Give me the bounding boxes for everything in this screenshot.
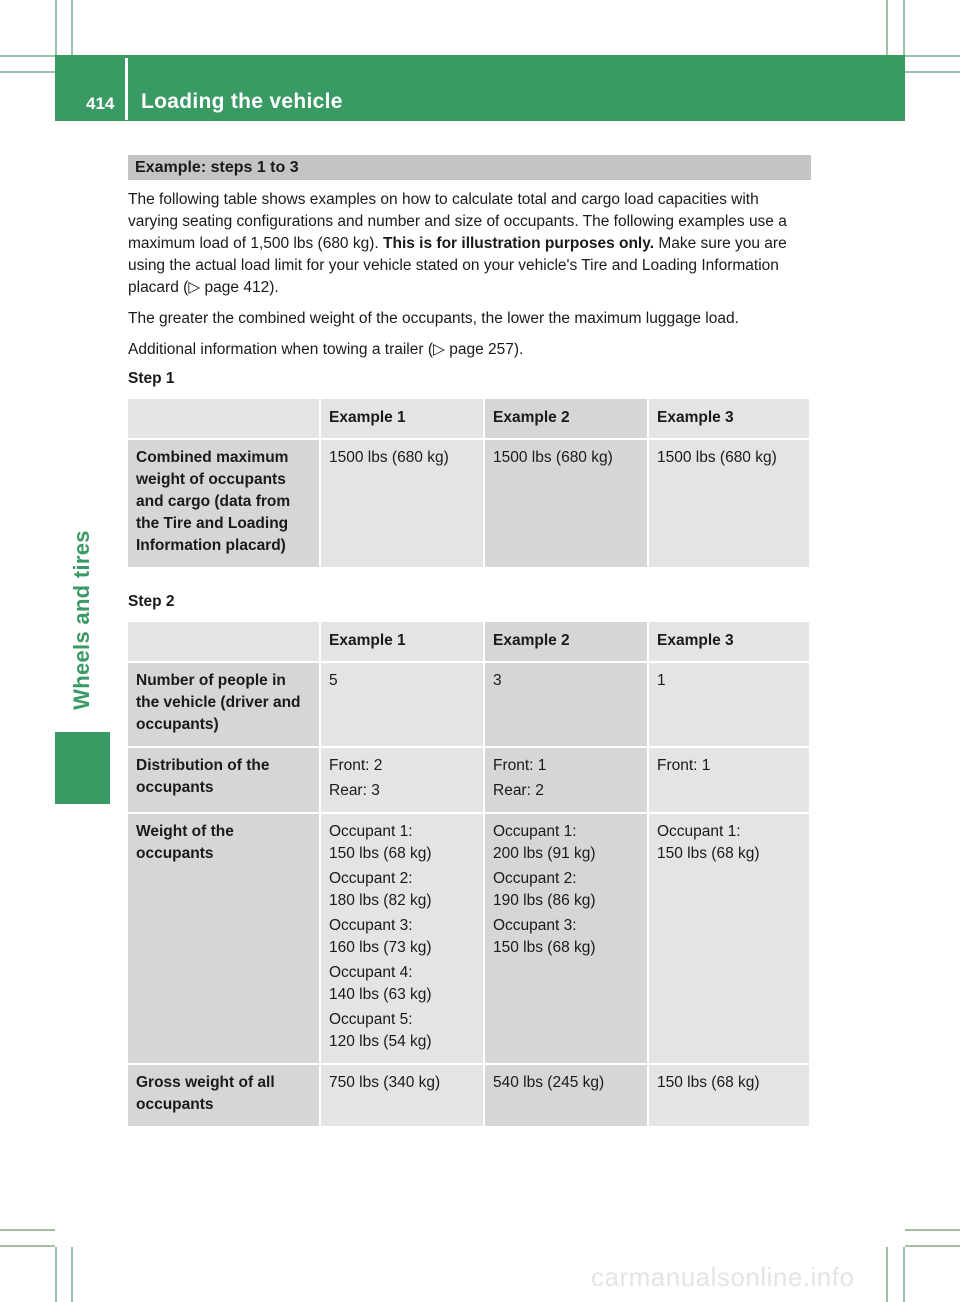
watermark: carmanualsonline.info (591, 1262, 855, 1292)
table-cell (321, 1065, 485, 1128)
table-row (128, 814, 811, 1065)
crop-mark (905, 71, 960, 73)
cell-entry: Front: 1 (493, 757, 547, 774)
table-row (128, 440, 811, 569)
table-header-row (128, 622, 811, 663)
cell-entry: 750 lbs (340 kg) (329, 1074, 441, 1091)
crop-mark (903, 1247, 905, 1302)
column-header: Example 2 (485, 622, 649, 663)
table-cell (321, 814, 485, 1065)
column-header: Example 1 (321, 622, 485, 663)
cell-entry: 150 lbs (68 kg) (657, 1074, 760, 1091)
page-title: Loading the vehicle (141, 90, 343, 113)
column-header: Example 3 (649, 399, 811, 440)
cell-entry: Occupant 1: 200 lbs (91 kg) (493, 823, 596, 862)
column-header (128, 399, 321, 440)
table-cell: 1500 lbs (680 kg) (485, 440, 649, 569)
cell-entry: 1 (657, 672, 666, 689)
crop-mark (71, 1247, 73, 1302)
cell-entry: Occupant 2: 190 lbs (86 kg) (493, 870, 596, 909)
cell-entry: Rear: 2 (493, 782, 544, 799)
table-cell (485, 663, 649, 748)
cell-entry: 5 (329, 672, 338, 689)
cell-entry: Front: 2 (329, 757, 383, 774)
luggage-paragraph: The greater the combined weight of the occupants, the lower the maximum luggage load. (128, 310, 739, 327)
cell-entry: Occupant 3: 160 lbs (73 kg) (329, 917, 432, 956)
cell-entry: 540 lbs (245 kg) (493, 1074, 605, 1091)
table-row (128, 748, 811, 814)
crop-mark (905, 55, 960, 57)
crop-mark (905, 1229, 960, 1231)
cell-entry: Occupant 1: 150 lbs (68 kg) (657, 823, 760, 862)
row-label: Number of people in the vehicle (driver and occupants) (128, 663, 321, 748)
intro-paragraph: The following table shows examples on how to calculate total and cargo load capacities with varying seating configurations and number and size of occupants. The following examples use a maximum load of 1,500 lbs (680 kg). This is for illustration purposes only. Make sure you are using the actual load limit for your vehicle stated on your vehicle's Tire and Loading Information placard (▷ page 412). (128, 191, 787, 296)
table-cell (649, 814, 811, 1065)
crop-mark (0, 71, 55, 73)
table-cell: 1500 lbs (680 kg) (649, 440, 811, 569)
table-cell (321, 663, 485, 748)
row-label: Distribution of the occupants (128, 748, 321, 814)
table-cell (485, 814, 649, 1065)
column-header: Example 1 (321, 399, 485, 440)
row-label: Gross weight of all occupants (128, 1065, 321, 1128)
illustration-note: This is for illustration purposes only. (383, 235, 655, 252)
table-cell: 1500 lbs (680 kg) (321, 440, 485, 569)
section-heading: Example: steps 1 to 3 (128, 155, 811, 180)
crop-mark (886, 1247, 888, 1302)
page-number: 414 (86, 94, 115, 113)
column-header: Example 2 (485, 399, 649, 440)
crop-mark (55, 0, 57, 55)
crop-mark (905, 1245, 960, 1247)
crop-mark (0, 55, 55, 57)
table-row (128, 663, 811, 748)
cell-entry: 3 (493, 672, 502, 689)
column-header: Example 3 (649, 622, 811, 663)
step-2-label: Step 2 (128, 593, 175, 610)
table-cell (649, 1065, 811, 1128)
cell-entry: Front: 1 (657, 757, 711, 774)
cell-entry: Occupant 1: 150 lbs (68 kg) (329, 823, 432, 862)
page-reference-link[interactable]: ▷ page 412 (188, 279, 270, 296)
step-2-rows (128, 663, 811, 1128)
table-cell (649, 748, 811, 814)
crop-mark (0, 1245, 55, 1247)
crop-mark (0, 1229, 55, 1231)
cell-entry: Occupant 4: 140 lbs (63 kg) (329, 964, 432, 1003)
page-reference-link[interactable]: ▷ page 257 (433, 341, 514, 358)
step-2-table (128, 622, 811, 1128)
crop-mark (886, 0, 888, 55)
cell-entry: Occupant 2: 180 lbs (82 kg) (329, 870, 432, 909)
step-1-table (128, 399, 811, 569)
table-cell (649, 663, 811, 748)
cell-entry: Occupant 5: 120 lbs (54 kg) (329, 1011, 432, 1050)
chapter-tab (55, 732, 110, 804)
cell-entry: Occupant 3: 150 lbs (68 kg) (493, 917, 596, 956)
cell-entry: Rear: 3 (329, 782, 380, 799)
crop-mark (55, 1247, 57, 1302)
table-cell (321, 748, 485, 814)
chapter-label: Wheels and tires (69, 530, 94, 710)
table-row (128, 1065, 811, 1128)
row-label: Weight of the occupants (128, 814, 321, 1065)
crop-mark (903, 0, 905, 55)
trailer-paragraph: Additional information when towing a trailer (▷ page 257). (128, 341, 524, 358)
header-divider (125, 58, 128, 120)
table-cell (485, 748, 649, 814)
step-1-label: Step 1 (128, 370, 175, 387)
row-label: Combined maximum weight of occupants and cargo (data from the Tire and Loading Information placard) (128, 440, 321, 569)
table-header-row (128, 399, 811, 440)
column-header (128, 622, 321, 663)
main-content (128, 155, 811, 1128)
table-cell (485, 1065, 649, 1128)
crop-mark (71, 0, 73, 55)
